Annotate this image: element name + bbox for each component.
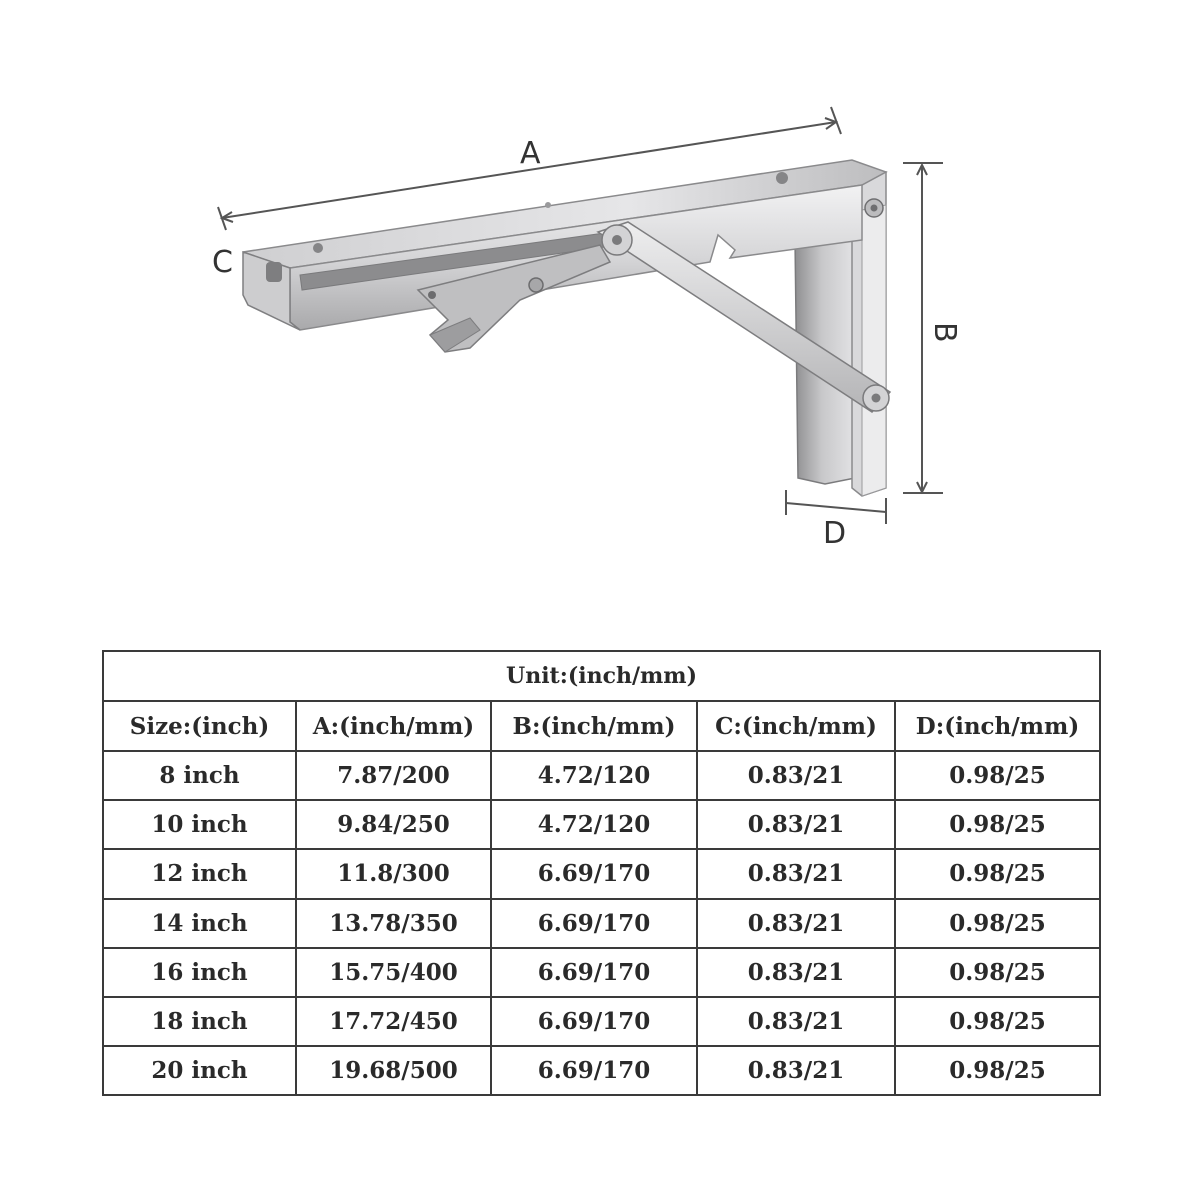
cell-d: 0.98/25 xyxy=(895,948,1100,997)
label-b: B xyxy=(927,322,962,343)
cell-a: 17.72/450 xyxy=(296,997,491,1046)
cell-size: 16 inch xyxy=(103,948,296,997)
cell-d: 0.98/25 xyxy=(895,899,1100,948)
table-unit-row xyxy=(103,651,1100,701)
label-d: D xyxy=(823,516,847,551)
label-c: C xyxy=(212,245,233,280)
cell-size: 18 inch xyxy=(103,997,296,1046)
cell-c: 0.83/21 xyxy=(697,899,895,948)
cell-d: 0.98/25 xyxy=(895,849,1100,898)
cell-size: 10 inch xyxy=(103,800,296,849)
shelf-arm xyxy=(243,160,886,330)
cell-a: 7.87/200 xyxy=(296,751,491,800)
cell-b: 4.72/120 xyxy=(491,751,697,800)
cell-b: 6.69/170 xyxy=(491,997,697,1046)
header-b: B:(inch/mm) xyxy=(491,701,697,751)
table-row xyxy=(103,997,1100,1046)
cell-c: 0.83/21 xyxy=(697,948,895,997)
cell-d: 0.98/25 xyxy=(895,751,1100,800)
table-row xyxy=(103,849,1100,898)
cell-b: 6.69/170 xyxy=(491,1046,697,1095)
table-row xyxy=(103,899,1100,948)
header-c: C:(inch/mm) xyxy=(697,701,895,751)
cell-b: 4.72/120 xyxy=(491,800,697,849)
cell-c: 0.83/21 xyxy=(697,800,895,849)
header-a: A:(inch/mm) xyxy=(296,701,491,751)
cell-a: 11.8/300 xyxy=(296,849,491,898)
table-row xyxy=(103,1046,1100,1095)
cell-c: 0.83/21 xyxy=(697,1046,895,1095)
cell-d: 0.98/25 xyxy=(895,1046,1100,1095)
cell-size: 14 inch xyxy=(103,899,296,948)
cell-a: 13.78/350 xyxy=(296,899,491,948)
cell-c: 0.83/21 xyxy=(697,849,895,898)
cell-b: 6.69/170 xyxy=(491,849,697,898)
header-d: D:(inch/mm) xyxy=(895,701,1100,751)
cell-size: 8 inch xyxy=(103,751,296,800)
cell-c: 0.83/21 xyxy=(697,751,895,800)
header-size: Size:(inch) xyxy=(103,701,296,751)
table-row xyxy=(103,751,1100,800)
size-spec-table xyxy=(102,650,1101,1096)
cell-d: 0.98/25 xyxy=(895,997,1100,1046)
cell-a: 19.68/500 xyxy=(296,1046,491,1095)
cell-a: 15.75/400 xyxy=(296,948,491,997)
cell-d: 0.98/25 xyxy=(895,800,1100,849)
cell-a: 9.84/250 xyxy=(296,800,491,849)
cell-b: 6.69/170 xyxy=(491,948,697,997)
cell-c: 0.83/21 xyxy=(697,997,895,1046)
cell-b: 6.69/170 xyxy=(491,899,697,948)
unit-title: Unit:(inch/mm) xyxy=(103,651,1100,701)
table-header-row xyxy=(103,701,1100,751)
table-row xyxy=(103,800,1100,849)
table-row xyxy=(103,948,1100,997)
cell-size: 12 inch xyxy=(103,849,296,898)
label-a: A xyxy=(520,136,541,171)
cell-size: 20 inch xyxy=(103,1046,296,1095)
